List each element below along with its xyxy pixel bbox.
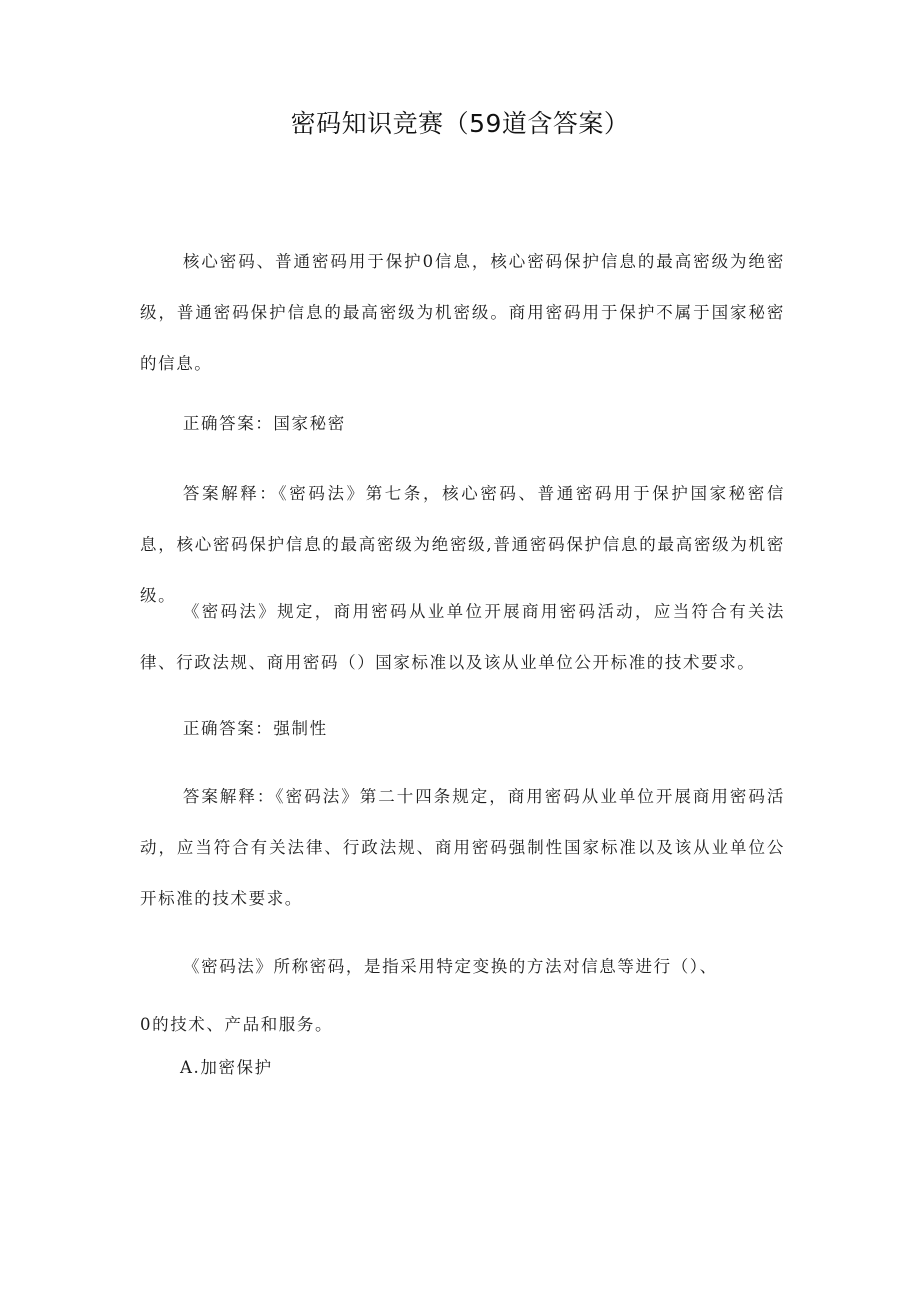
q3-question-line-1: 《密码法》所称密码，是指采用特定变换的方法对信息等进行（）、 [183,957,718,976]
q2-answer: 正确答案：强制性 [182,719,328,738]
q1-answer: 正确答案：国家秘密 [182,414,346,433]
document-title: 密码知识竞赛（59道含答案） [290,109,630,138]
q3-option-a: A.加密保护 [180,1058,273,1077]
q1-explanation: 答案解释：《密码法》第七条，核心密码、普通密码用于保护国家秘密信息，核心密码保护信息的最高密级为绝密级,普通密码保护信息的最高密级为机密级。 [140,484,785,605]
q2-explanation: 答案解释：《密码法》第二十四条规定，商用密码从业单位开展商用密码活动，应当符合有关法律、行政法规、商用密码强制性国家标准以及该从业单位公开标准的技术要求。 [140,787,785,908]
q1-question: 核心密码、普通密码用于保护0信息，核心密码保护信息的最高密级为绝密级，普通密码保护信息的最高密级为机密级。商用密码用于保护不属于国家秘密的信息。 [140,252,785,373]
q3-question-line-2: 0的技术、产品和服务。 [140,1015,334,1034]
q2-question: 《密码法》规定，商用密码从业单位开展商用密码活动，应当符合有关法律、行政法规、商用密码（）国家标准以及该从业单位公开标准的技术要求。 [140,602,785,672]
